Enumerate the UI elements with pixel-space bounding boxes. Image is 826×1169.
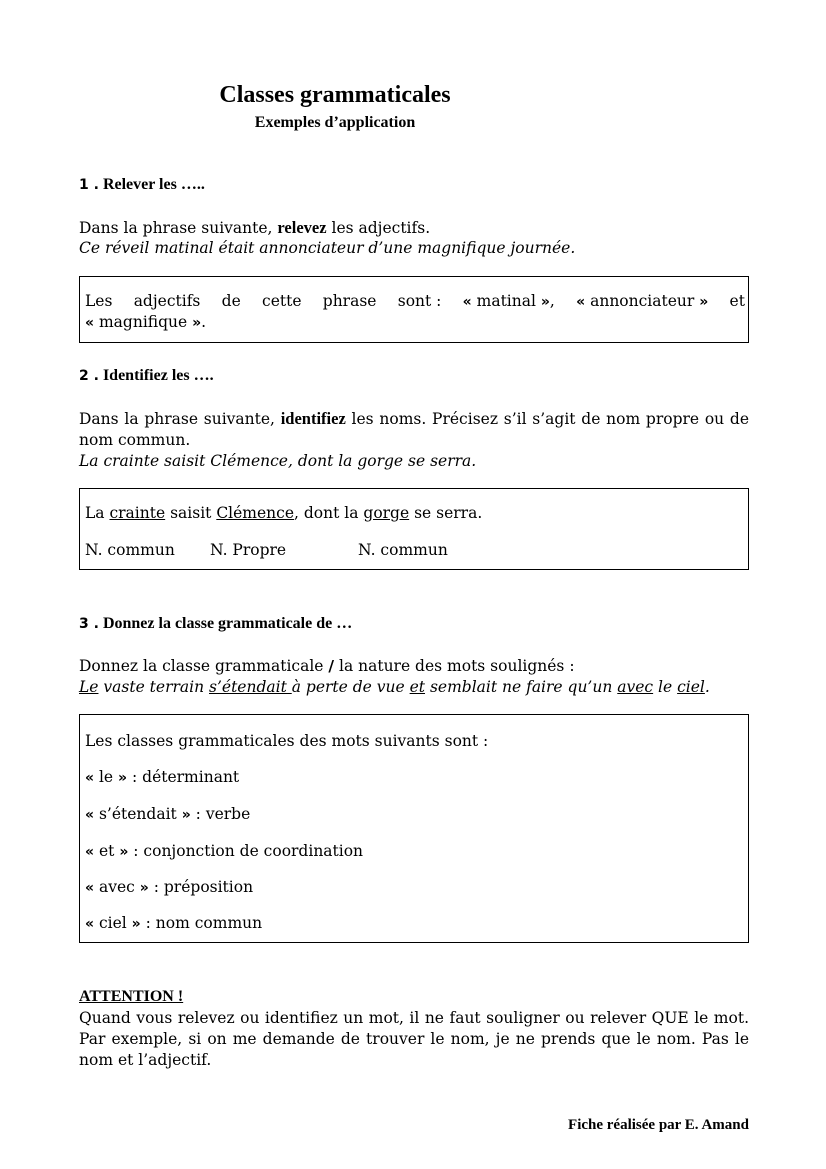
section-1-number: 1 . — [79, 177, 99, 193]
page-subtitle: Exemples d’application — [254, 114, 416, 131]
answer-2-label-1: N. commun — [85, 541, 175, 559]
answer-1-line-1: Les adjectifs de cette phrase sont : « matinal », « annonciateur » et — [85, 292, 745, 310]
section-1-title: Relever les ….. — [102, 176, 205, 193]
answer-2-label-3: N. commun — [358, 541, 448, 559]
answer-3-item: « avec » : préposition — [85, 878, 254, 896]
answer-1-line-2: « magnifique ». — [85, 313, 207, 331]
answer-3-item: « le » : déterminant — [85, 768, 240, 786]
section-3-heading: 3 . Donnez la classe grammaticale de … — [79, 615, 353, 632]
section-2-heading: 2 . Identifiez les …. — [79, 367, 214, 384]
section-1-heading — [79, 176, 749, 194]
section-2-instruction: Dans la phrase suivante, identifiez les noms. Précisez s’il s’agit de nom propre ou de nom commun. — [79, 409, 749, 449]
section-1-answer-box — [79, 276, 749, 343]
page-title: Classes grammaticales — [219, 82, 451, 108]
answer-3-item: « ciel » : nom commun — [85, 914, 263, 932]
attention-text: Quand vous relevez ou identifiez un mot, il ne faut souligner ou relever QUE le mot. Par exemple, si on me demande de trouver le nom, je ne prends que le nom. Pas le nom et l’adjectif. — [79, 1009, 749, 1069]
section-3-answer-box — [79, 714, 749, 943]
answer-2-sentence: La crainte saisit Clémence, dont la gorge se serra. — [85, 504, 483, 522]
section-1-sentence: Ce réveil matinal était annonciateur d’une magnifique journée. — [79, 239, 576, 257]
section-3-sentence: Le vaste terrain s’étendait à perte de vue et semblait ne faire qu’un avec le ciel. — [79, 678, 710, 696]
attention-title: ATTENTION ! — [79, 988, 184, 1005]
answer-3-item: « s’étendait » : verbe — [85, 805, 251, 823]
section-3-instruction: Donnez la classe grammaticale / la nature des mots soulignés : — [79, 657, 575, 675]
section-2-answer-box — [79, 488, 749, 570]
section-1-instruction: Dans la phrase suivante, relevez les adjectifs. — [79, 218, 431, 237]
footer-credit: Fiche réalisée par E. Amand — [568, 1117, 749, 1133]
section-2-sentence: La crainte saisit Clémence, dont la gorge se serra. — [79, 452, 477, 470]
answer-2-label-2: N. Propre — [210, 541, 287, 559]
answer-3-intro: Les classes grammaticales des mots suivants sont : — [85, 732, 489, 750]
answer-3-item: « et » : conjonction de coordination — [85, 842, 364, 860]
